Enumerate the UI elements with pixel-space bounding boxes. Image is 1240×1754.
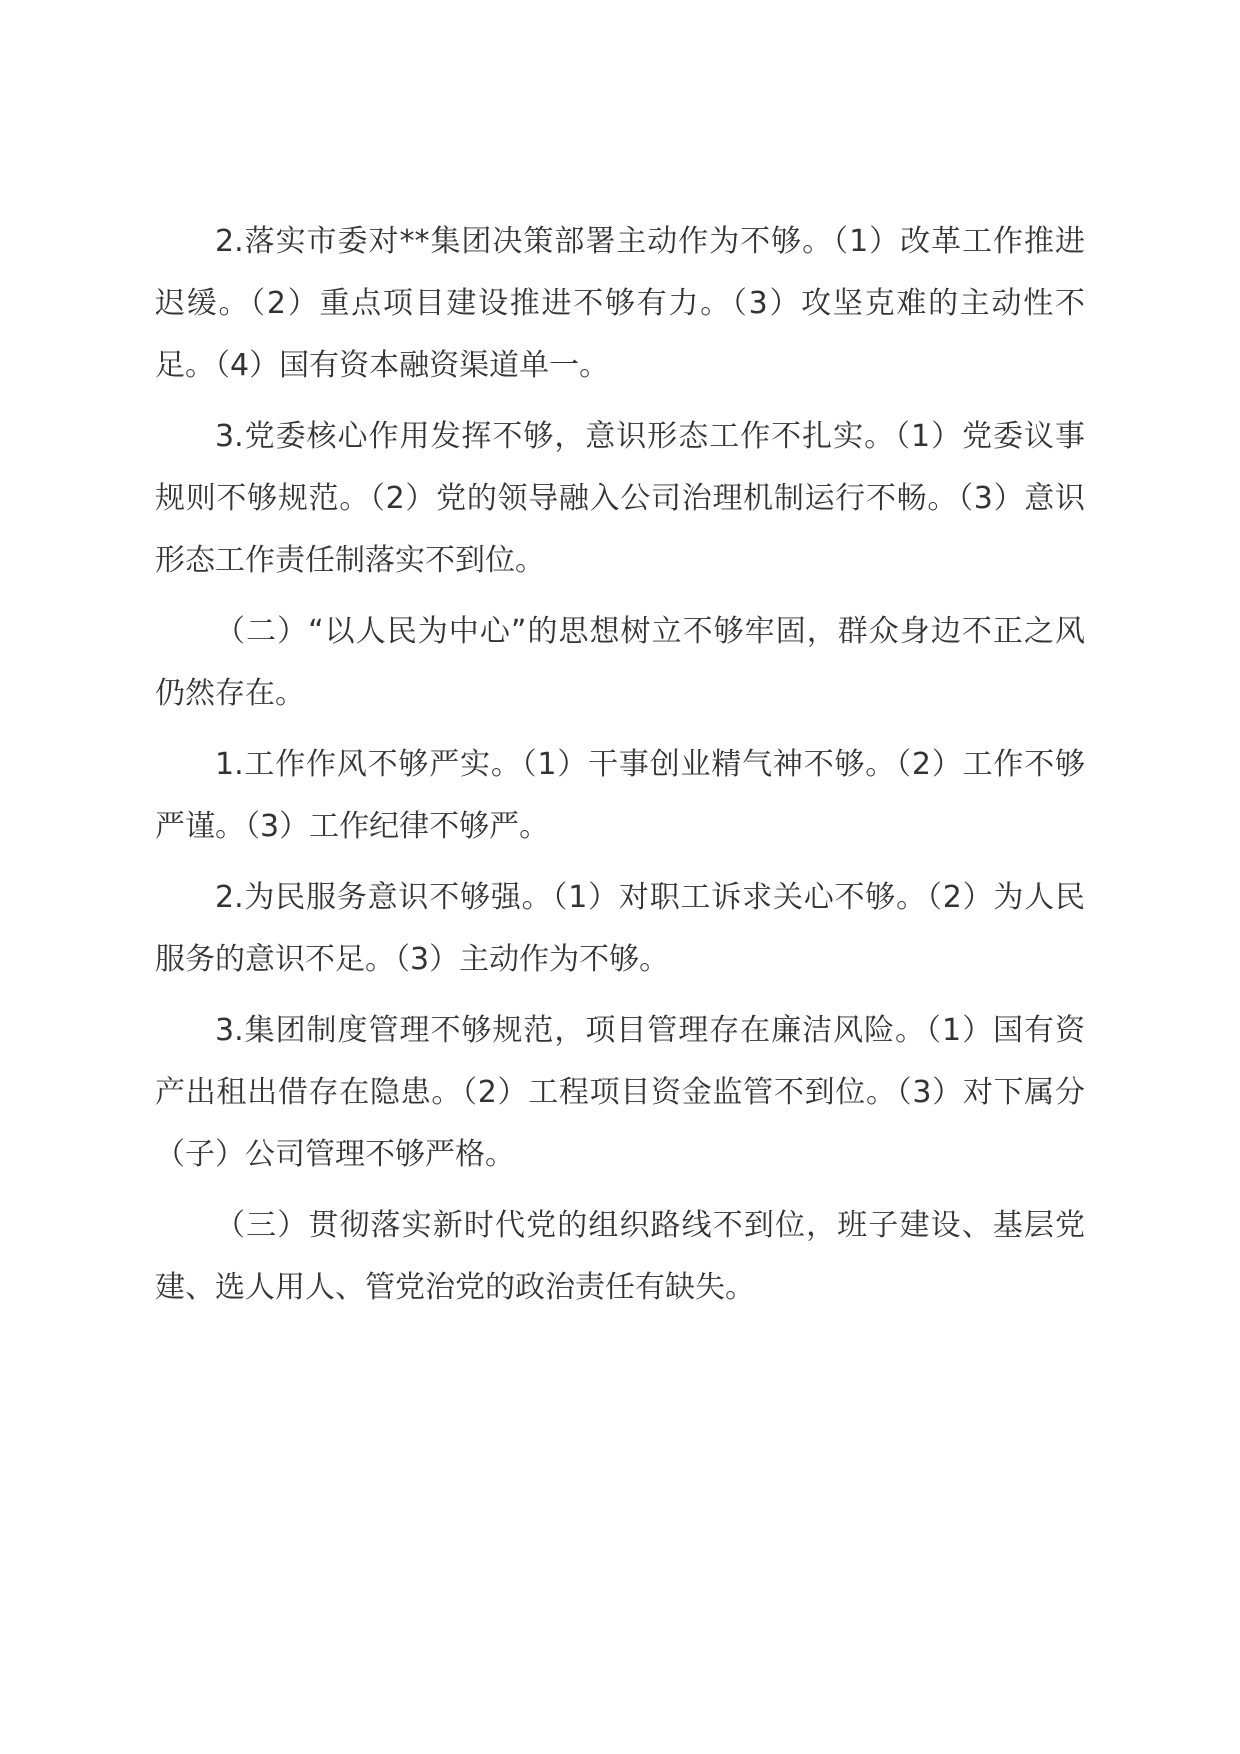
section-heading-3: （三）贯彻落实新时代党的组织路线不到位，班子建设、基层党建、选人用人、管党治党的政治责任有缺失。: [155, 1208, 1085, 1305]
paragraph-item-2-2: 2.为民服务意识不够强。（1）对职工诉求关心不够。（2）为人民服务的意识不足。（3）主动作为不够。: [155, 880, 1085, 977]
section-heading-2: （二）“以人民为中心”的思想树立不够牢固，群众身边不正之风仍然存在。: [155, 614, 1085, 711]
paragraph-item-2-1: 2.落实市委对**集团决策部署主动作为不够。（1）改革工作推进迟缓。（2）重点项目建设推进不够有力。（3）攻坚克难的主动性不足。（4）国有资本融资渠道单一。: [155, 224, 1085, 383]
document-body: [155, 211, 1085, 1328]
paragraph-item-3-2: 3.集团制度管理不够规范，项目管理存在廉洁风险。（1）国有资产出租出借存在隐患。（2）工程项目资金监管不到位。（3）对下属分（子）公司管理不够严格。: [155, 1013, 1085, 1172]
paragraph-item-1-2: 1.工作作风不够严实。（1）干事创业精气神不够。（2）工作不够严谨。（3）工作纪律不够严。: [155, 747, 1085, 844]
paragraph-item-3-1: 3.党委核心作用发挥不够，意识形态工作不扎实。（1）党委议事规则不够规范。（2）党的领导融入公司治理机制运行不畅。（3）意识形态工作责任制落实不到位。: [155, 419, 1085, 578]
